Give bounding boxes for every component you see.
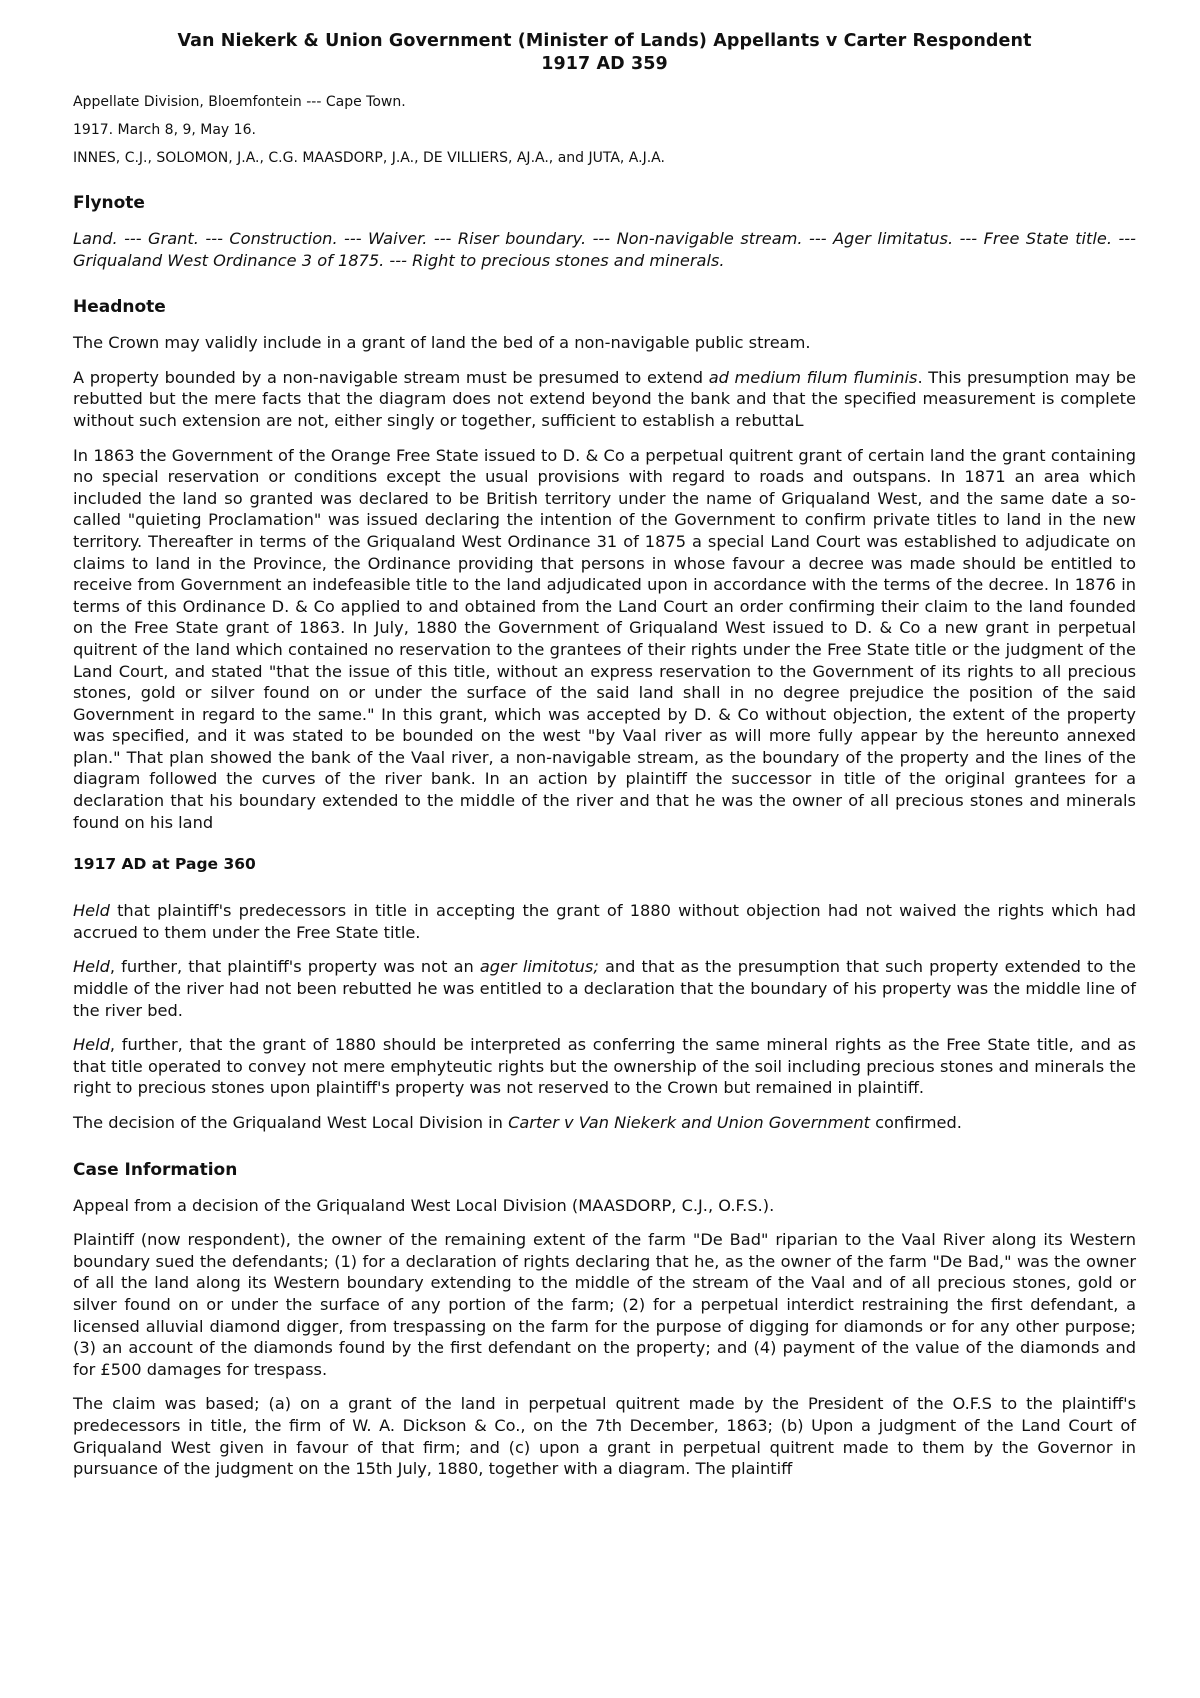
- case-title: Van Niekerk & Union Government (Minister of Lands) Appellants v Carter Respondent: [177, 31, 1032, 51]
- latin-phrase: ager limitotus;: [479, 957, 599, 977]
- court-line: Appellate Division, Bloemfontein --- Cape Town.: [73, 94, 406, 110]
- flynote-italic-text: Land. --- Grant. --- Construction. --- Waiver. --- Riser boundary. --- Non-navigable stream. --- Ager limitatus. --- Free State title. --- Griqualand West Ordinance 3 of 1875. --- Right to precious stones and minerals.: [73, 229, 1136, 270]
- held-paragraph-2: [73, 956, 1136, 1021]
- headnote-p2-text: A property bounded by a non-navigable stream must be presumed to extend: [73, 367, 709, 387]
- flynote-heading: Flynote: [73, 193, 145, 213]
- case-info-paragraph-3: The claim was based; (a) on a grant of the land in perpetual quitrent made by the President of the O.F.S to the plaintiff's predecessors in title, the firm of W. A. Dickson & Co., on the 7th December, 1863; (b) Upon a judgment of the Land Court of Griqualand West given in favour of that firm; and (c) upon a grant in perpetual quitrent made to them by the Governor in pursuance of the judgment on the 15th July, 1880, together with a diagram. The plaintiff: [73, 1394, 1136, 1479]
- decision-text: The decision of the Griqualand West Local Division in: [73, 1113, 509, 1132]
- case-info-paragraph-2: Plaintiff (now respondent), the owner of the remaining extent of the farm "De Bad" riparian to the Vaal River along its Western boundary sued the defendants; (1) for a declaration of rights declaring that he, as the owner of the farm "De Bad," was the owner of all the land along its Western boundary extending to the middle of the stream of the Vaal and of all precious stones, gold or silver found on or under the surface of any portion of the farm; (2) for a perpetual interdict restraining the first defendant, a licensed alluvial diamond digger, from trespassing on the farm for the purpose of digging for diamonds or for any other purpose; (3) an account of the diamonds found by the first defendant on the property; and (4) payment of the value of the diamonds and for £500 damages for trespass.: [73, 1230, 1136, 1379]
- headnote-heading: Headnote: [73, 297, 166, 318]
- held-text: , further, that plaintiff's property was not an: [109, 957, 480, 977]
- held-paragraph-1: [73, 900, 1136, 943]
- headnote-paragraph-2: [73, 367, 1136, 432]
- held-label: Held: [73, 957, 110, 977]
- case-information-heading: Case Information: [73, 1159, 238, 1180]
- decision-text-end: confirmed.: [869, 1113, 962, 1132]
- held-label: Held: [73, 901, 110, 921]
- page-marker: 1917 AD at Page 360: [73, 855, 256, 874]
- held-text-end: and that as the presumption that such property extended to the middle of the river had not been rebutted he was entitled to a declaration that the boundary of his property was the middle line of the river bed.: [73, 957, 1136, 1020]
- held-paragraph-3: [73, 1034, 1136, 1099]
- held-text: , further, that the grant of 1880 should be interpreted as conferring the same mineral rights as the Free State title, and as that title operated to convey not mere emphyteutic rights but the ownership of the soil including precious stones and minerals the right to precious stones upon plaintiff's property was not reserved to the Crown but remained in plaintiff.: [73, 1035, 1136, 1098]
- headnote-paragraph-1: The Crown may validly include in a grant of land the bed of a non-navigable public stream.: [73, 333, 811, 353]
- held-text: that plaintiff's predecessors in title in accepting the grant of 1880 without objection had not waived the rights which had accrued to them under the Free State title.: [73, 901, 1136, 942]
- case-citation: 1917 AD 359: [541, 54, 668, 74]
- judges-line: INNES, C.J., SOLOMON, J.A., C.G. MAASDORP, J.A., DE VILLIERS, AJ.A., and JUTA, A.J.A.: [73, 150, 665, 166]
- held-label: Held: [73, 1035, 110, 1055]
- headnote-paragraph-3: In 1863 the Government of the Orange Free State issued to D. & Co a perpetual quitrent grant of certain land the grant containing no special reservation or conditions except the usual provisions with regard to roads and outspans. In 1871 an area which included the land so granted was declared to be British territory under the name of Griqualand West, and the same date a so-called "quieting Proclamation" was issued declaring the intention of the Government to confirm private titles to land in the new territory. Thereafter in terms of the Griqualand West Ordinance 31 of 1875 a special Land Court was established to adjudicate on claims to land in the Province, the Ordinance providing that persons in whose favour a decree was made should be entitled to receive from Government an indefeasible title to the land adjudicated upon in accordance with the terms of the decree. In 1876 in terms of this Ordinance D. & Co applied to and obtained from the Land Court an order confirming their claim to the land founded on the Free State grant of 1863. In July, 1880 the Government of Griqualand West issued to D. & Co a new grant in perpetual quitrent of the land which contained no reservation to the grantees of their rights under the Free State title or the judgment of the Land Court, and stated "that the issue of this title, without an express reservation to the Government of its rights to all precious stones, gold or silver found on or under the surface of the said land shall in no degree prejudice the position of the said Government in regard to the same." In this grant, which was accepted by D. & Co without objection, the extent of the property was specified, and it was stated to be bounded on the west "by Vaal river as will more fully appear by the hereunto annexed plan." That plan showed the bank of the Vaal river, a non-navigable stream, as the boundary of the property and the lines of the diagram followed the curves of the river bank. In an action by plaintiff the successor in title of the original grantees for a declaration that his boundary extended to the middle of the river and that he was the owner of all precious stones and minerals found on his land: [73, 445, 1136, 832]
- document-title: [73, 30, 1136, 76]
- latin-phrase: ad medium filum fluminis: [708, 367, 918, 387]
- decision-paragraph: [73, 1112, 1136, 1134]
- headnote-p2-text-end: . This presumption may be rebutted but the mere facts that the diagram does not extend beyond the bank and that the specified measurement is complete without such extension are not, either singly or together, sufficient to establish a rebuttaL: [73, 367, 1137, 430]
- hearing-dates: 1917. March 8, 9, May 16.: [73, 122, 256, 138]
- case-name: Carter v Van Niekerk and Union Government: [508, 1113, 870, 1132]
- case-info-paragraph-1: Appeal from a decision of the Griqualand West Local Division (MAASDORP, C.J., O.F.S.).: [73, 1195, 775, 1215]
- flynote-text: [73, 228, 1136, 271]
